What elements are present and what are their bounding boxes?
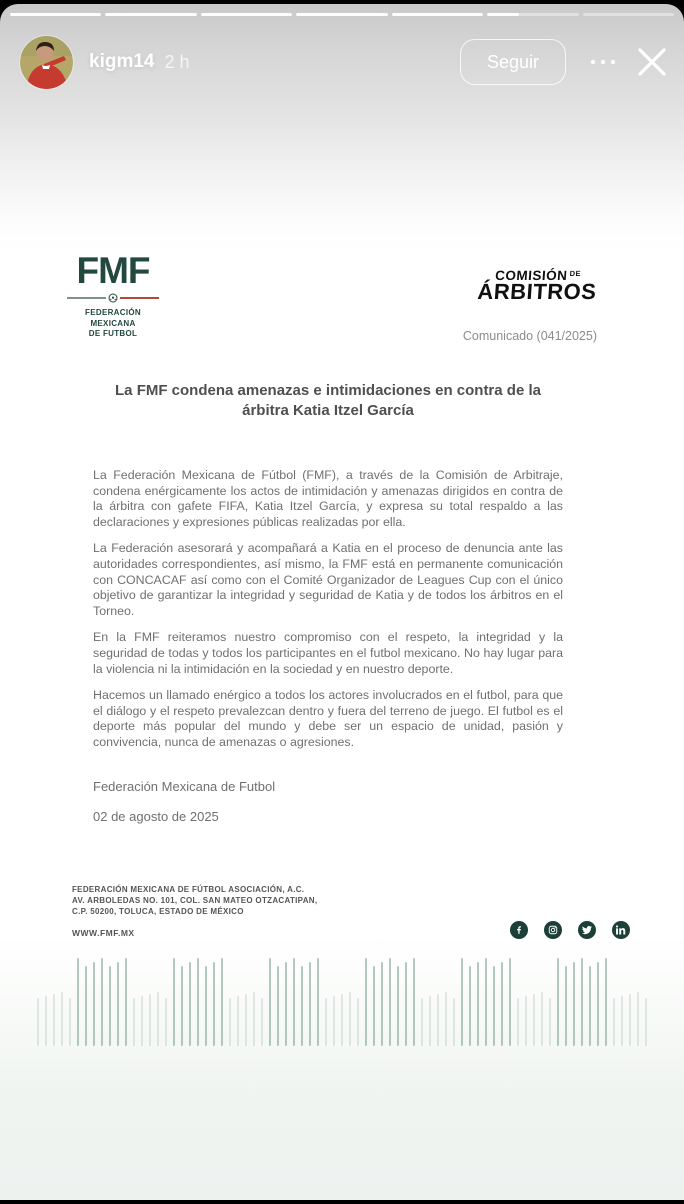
press-release-body: [93, 468, 563, 824]
linkedin-icon: [612, 921, 630, 939]
address-line-2: AV. ARBOLEDAS NO. 101, COL. SAN MATEO OTZACATIPAN,: [72, 896, 318, 905]
progress-segment: [296, 13, 387, 16]
facebook-icon: [510, 921, 528, 939]
address-line-1: FEDERACIÓN MEXICANA DE FÚTBOL ASOCIACIÓN, A.C.: [72, 885, 305, 894]
fmf-logo-acronym: FMF: [76, 250, 150, 291]
release-date: 02 de agosto de 2025: [93, 808, 219, 824]
signature: Federación Mexicana de Futbol: [93, 778, 276, 794]
progress-segment: [105, 13, 196, 16]
progress-segment: [583, 13, 674, 16]
social-icons-row: [510, 921, 630, 939]
comision-arbitros-logo: [477, 267, 598, 302]
fmf-logo-org-line2: DE FUTBOL: [88, 329, 138, 338]
paragraph-3: En la FMF reiteramos nuestro compromiso con el respeto, la integridad y la seguridad de todas y todos los participantes en el futbol mexicano. No hay lugar para la violencia ni la intimidación en la sociedad y en nuestro deporte.: [93, 630, 563, 676]
footer-website: WWW.FMF.MX: [72, 928, 135, 938]
barcode-stripes-decoration: [34, 954, 650, 1046]
more-options-icon[interactable]: [588, 57, 618, 67]
story-timestamp: 2 h: [164, 51, 190, 72]
instagram-icon: [544, 921, 562, 939]
soccer-ball-icon: [108, 293, 118, 303]
avatar[interactable]: [20, 36, 73, 89]
release-number: Comunicado (041/2025): [462, 329, 597, 343]
progress-segment: [487, 13, 578, 16]
fmf-logo-divider: [67, 293, 159, 303]
referee-photo: [20, 36, 73, 89]
close-icon[interactable]: [634, 44, 670, 80]
progress-segment: [201, 13, 292, 16]
story-username[interactable]: kigm14: [89, 51, 155, 72]
paragraph-2: La Federación asesorará y acompañará a Katia en el proceso de denuncia ante las autoridades correspondientes, así mismo, la FMF está en permanente comunicación con CONCACAF así como con el Comité Organizador de Leagues Cup con el único objetivo de garantizar la integridad y seguridad de Katia y de todos los árbitros en el Torneo.: [93, 541, 563, 618]
fmf-logo-org-line1: FEDERACIÓN MEXICANA: [85, 308, 141, 328]
twitter-icon: [578, 921, 596, 939]
story-header: [20, 34, 670, 90]
instagram-story-viewer[interactable]: [0, 4, 684, 1200]
follow-button[interactable]: Seguir: [460, 39, 566, 85]
press-release-title: La FMF condena amenazas e intimidaciones en contra de la árbitra Katia Itzel García: [115, 382, 541, 419]
fmf-logo: [65, 252, 161, 340]
paragraph-4: Hacemos un llamado enérgico a todos los actores involucrados en el futbol, para que el diálogo y el respeto prevalezcan dentro y fuera del terreno de juego. El futbol es el deporte más popular del mundo y debe ser un espacio de unidad, pasión y convivencia, nunca de amenazas o agresiones.: [93, 688, 563, 749]
de-word: DE: [569, 269, 582, 278]
footer-address: [72, 884, 317, 917]
comision-word: COMISIÓN: [494, 268, 569, 283]
paragraph-1: La Federación Mexicana de Fútbol (FMF), a través de la Comisión de Arbitraje, condena enérgicamente los actos de intimidación y amenazas dirigidos en contra de la árbitra con gafete FIFA, Katia Itzel García, y expresa su total respaldo a las declaraciones y expresiones públicas realizadas por ella.: [93, 468, 563, 529]
progress-segment: [392, 13, 483, 16]
arbitros-word: ÁRBITROS: [476, 279, 598, 304]
story-progress-bar: [10, 13, 674, 16]
progress-segment: [10, 13, 101, 16]
address-line-3: C.P. 50200, TOLUCA, ESTADO DE MÉXICO: [72, 907, 244, 916]
